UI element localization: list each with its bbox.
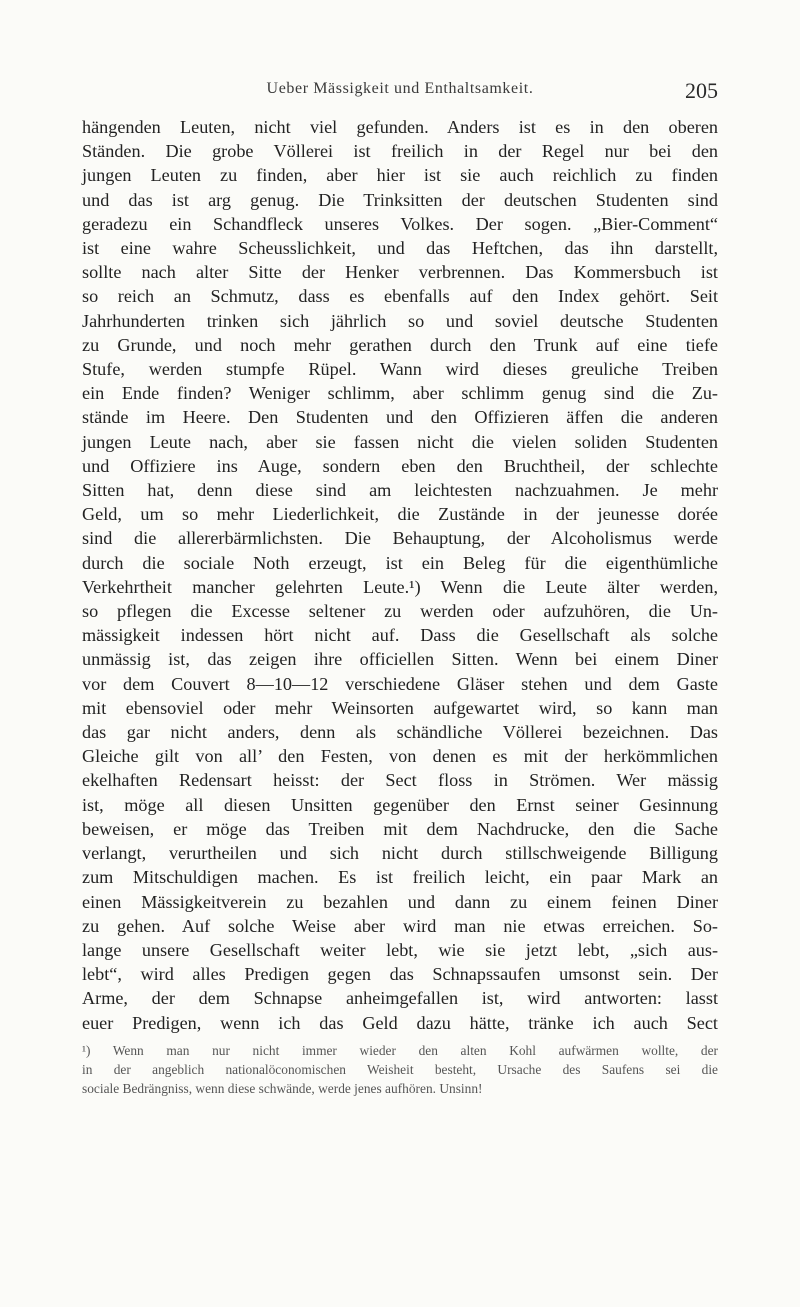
footnote-block	[82, 1041, 718, 1098]
text-line: einen Mässigkeitverein zu bezahlen und dann zu einem feinen Diner	[82, 891, 718, 912]
text-line: sind die allererbärmlichsten. Die Behauptung, der Alcoholismus werde	[82, 528, 718, 549]
text-line: verlangt, verurtheilen und sich nicht durch stillschweigende Billigung	[82, 843, 718, 864]
text-line: hängenden Leuten, nicht viel gefunden. Anders ist es in den oberen	[82, 117, 718, 137]
text-line: Geld, um so mehr Liederlichkeit, die Zustände in der jeunesse dorée	[82, 504, 718, 525]
text-line: Verkehrtheit mancher gelehrten Leute.¹) Wenn die Leute älter werden,	[82, 576, 718, 597]
text-line: beweisen, er möge das Treiben mit dem Nachdrucke, den die Sache	[82, 818, 718, 839]
text-line: lebt“, wird alles Predigen gegen das Schnapssaufen umsonst sein. Der	[82, 964, 718, 985]
text-line: Stufe, werden stumpfe Rüpel. Wann wird dieses greuliche Treiben	[82, 359, 718, 380]
text-line: mit ebensoviel oder mehr Weinsorten aufgewartet wird, so kann man	[82, 697, 718, 718]
page-header	[0, 78, 800, 106]
text-line: und Offiziere ins Auge, sondern eben den Bruchtheil, der schlechte	[82, 455, 718, 476]
text-line: mässigkeit indessen hört nicht auf. Dass die Gesellschaft als solche	[82, 625, 718, 646]
text-line: vor dem Couvert 8—10—12 verschiedene Gläser stehen und dem Gaste	[82, 673, 718, 694]
text-line: Sitten hat, denn diese sind am leichtesten nachzuahmen. Je mehr	[82, 480, 718, 501]
text-line: ist, möge all diesen Unsitten gegenüber den Ernst seiner Gesinnung	[82, 794, 718, 815]
text-line: unmässig ist, das zeigen ihre officiellen Sitten. Wenn bei einem Diner	[82, 649, 718, 670]
text-line: lange unsere Gesellschaft weiter lebt, wie sie jetzt lebt, „sich aus-	[82, 939, 718, 960]
running-title: Ueber Mässigkeit und Enthaltsamkeit.	[266, 80, 534, 97]
text-line: zu Grunde, und noch mehr gerathen durch den Trunk auf eine tiefe	[82, 334, 718, 355]
text-line: Jahrhunderten trinken sich jährlich so und soviel deutsche Studenten	[82, 310, 718, 331]
text-line: und das ist arg genug. Die Trinksitten der deutschen Studenten sind	[82, 189, 718, 210]
text-line: zum Mitschuldigen machen. Es ist freilich leicht, ein paar Mark an	[82, 867, 718, 888]
text-line: euer Predigen, wenn ich das Geld dazu hätte, tränke ich auch Sect	[82, 1012, 718, 1033]
page-number: 205	[685, 78, 718, 103]
text-line: geradezu ein Schandfleck unseres Volkes. Der sogen. „Bier-Comment“	[82, 213, 718, 234]
text-line: sollte nach alter Sitte der Henker verbrennen. Das Kommersbuch ist	[82, 262, 718, 283]
footnote-line: sociale Bedrängniss, wenn diese schwände, werde jenes aufhören. Unsinn!	[82, 1081, 483, 1096]
text-line: so pflegen die Excesse seltener zu werden oder aufzuhören, die Un-	[82, 601, 718, 622]
footnote-line: in der angeblich nationalöconomischen Weisheit besteht, Ursache des Saufens sei die	[82, 1062, 718, 1077]
text-line: durch die sociale Noth erzeugt, ist ein Beleg für die eigenthümliche	[82, 552, 718, 573]
text-line: ekelhaften Redensart heisst: der Sect floss in Strömen. Wer mässig	[82, 770, 718, 791]
text-line: das gar nicht anders, denn als schändliche Völlerei bezeichnen. Das	[82, 722, 718, 743]
text-line: stände im Heere. Den Studenten und den Offizieren äffen die anderen	[82, 407, 718, 428]
main-text	[82, 115, 718, 1035]
text-line: ist eine wahre Scheusslichkeit, und das Heftchen, das ihn darstellt,	[82, 238, 718, 259]
text-line: Ständen. Die grobe Völlerei ist freilich in der Regel nur bei den	[82, 141, 718, 162]
text-line: jungen Leuten zu finden, aber hier ist sie auch reichlich zu finden	[82, 165, 718, 186]
text-line: ein Ende finden? Weniger schlimm, aber schlimm genug sind die Zu-	[82, 383, 718, 404]
text-line: zu gehen. Auf solche Weise aber wird man nie etwas erreichen. So-	[82, 915, 718, 936]
text-line: Gleiche gilt von all’ den Festen, von denen es mit der herkömmlichen	[82, 746, 718, 767]
footnote-line: ¹) Wenn man nur nicht immer wieder den alten Kohl aufwärmen wollte, der	[82, 1043, 718, 1058]
text-line: jungen Leute nach, aber sie fassen nicht die vielen soliden Studenten	[82, 431, 718, 452]
text-line: so reich an Schmutz, dass es ebenfalls auf den Index gehört. Seit	[82, 286, 718, 307]
text-line: Arme, der dem Schnapse anheimgefallen ist, wird antworten: lasst	[82, 988, 718, 1009]
